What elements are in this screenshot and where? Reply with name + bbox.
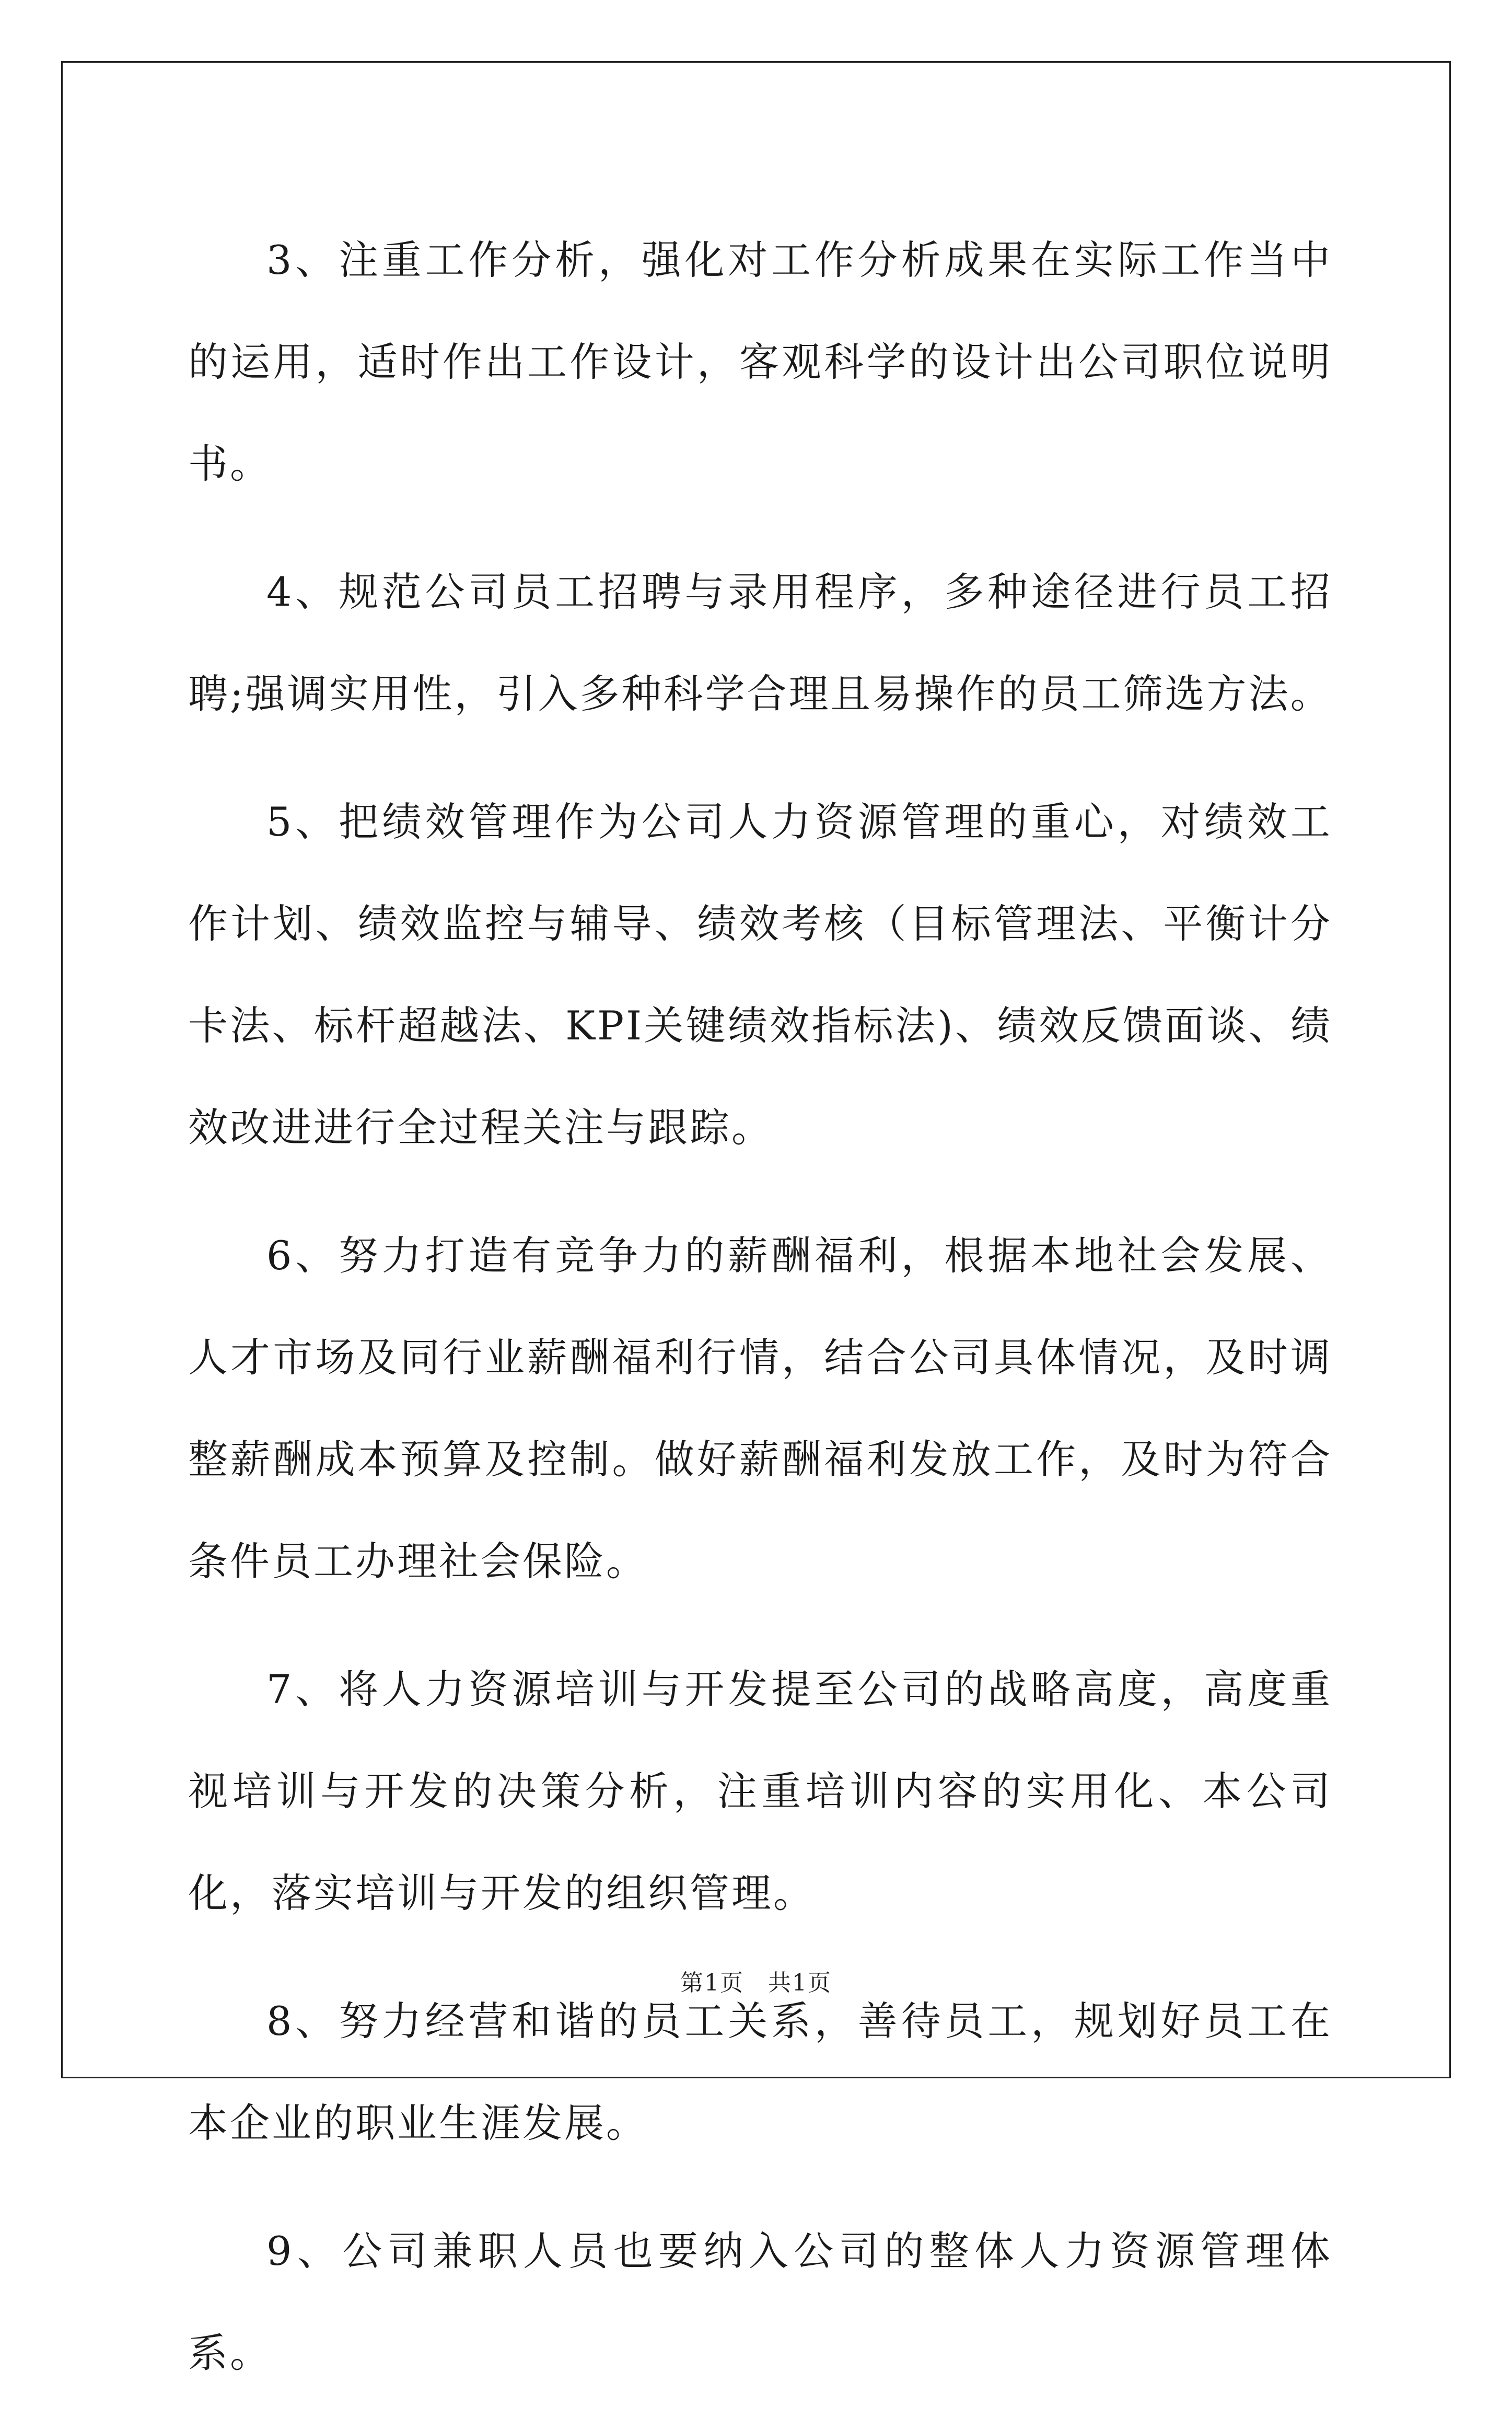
paragraph-item-7: 7、将人力资源培训与开发提至公司的战略高度，高度重视培训与开发的决策分析，注重培训内容的实用化、本公司化，落实培训与开发的组织管理。	[188, 1666, 1332, 1916]
paragraph-item-3: 3、注重工作分析，强化对工作分析成果在实际工作当中的运用，适时作出工作设计，客观科学的设计出公司职位说明书。	[188, 237, 1332, 487]
paragraph-item-4: 4、规范公司员工招聘与录用程序，多种途径进行员工招聘;强调实用性，引入多种科学合理且易操作的员工筛选方法。	[188, 569, 1332, 717]
page-footer: 第1页 共1页	[680, 1970, 832, 1996]
paragraph-item-9: 9、公司兼职人员也要纳入公司的整体人力资源管理体系。	[188, 2228, 1332, 2376]
paragraph-item-5: 5、把绩效管理作为公司人力资源管理的重心，对绩效工作计划、绩效监控与辅导、绩效考核（目标管理法、平衡计分卡法、标杆超越法、KPI关键绩效指标法)、绩效反馈面谈、绩效改进进行全过程关注与跟踪。	[188, 799, 1332, 1151]
paragraph-item-8: 8、努力经营和谐的员工关系，善待员工，规划好员工在本企业的职业生涯发展。	[188, 1998, 1332, 2146]
document-body	[188, 209, 1332, 2430]
paragraph-item-6: 6、努力打造有竞争力的薪酬福利，根据本地社会发展、人才市场及同行业薪酬福利行情，结合公司具体情况，及时调整薪酬成本预算及控制。做好薪酬福利发放工作，及时为符合条件员工办理社会保险。	[188, 1232, 1332, 1584]
